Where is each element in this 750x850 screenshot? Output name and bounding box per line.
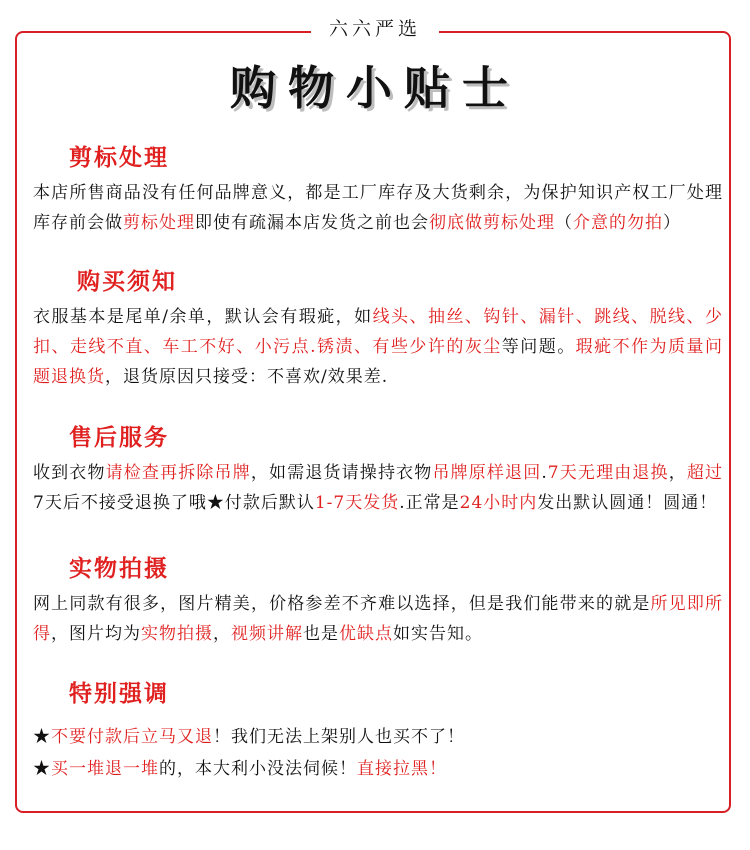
highlight-text: 24小时内 (459, 493, 538, 513)
section-body (33, 458, 723, 518)
body-text: 网上同款有很多，图片精美，价格参差不齐难以选择，但是我们能带来的就是 (33, 594, 651, 614)
body-text: .正常是 (399, 493, 460, 513)
highlight-text: 买一堆退一堆 (51, 759, 159, 779)
section-heading: 特别强调 (69, 681, 169, 707)
section-heading: 剪标处理 (69, 145, 169, 171)
highlight-text: 线头、抽丝、钩针、漏针、跳线、脱线、少扣、走线不直、车工不好、小污点.锈渍、有些少许的灰尘 (33, 307, 723, 357)
body-text: ★ (33, 727, 51, 747)
highlight-text: 不要付款后立马又退 (51, 727, 213, 747)
body-text: （ (555, 213, 573, 233)
body-text: 等问题。 (501, 337, 576, 357)
section-heading: 实物拍摄 (69, 556, 169, 582)
section-heading: 购买须知 (77, 269, 177, 295)
section-cut-label (33, 140, 723, 238)
highlight-text: 瑕疵不作为质量问题退换货 (33, 337, 724, 387)
highlight-text: 1-7天发货 (314, 493, 400, 513)
body-text: ，图片均为 (51, 624, 141, 644)
body-text: 发出默认圆通！圆通！ (537, 493, 718, 513)
section-heading: 售后服务 (69, 425, 169, 451)
section-special-emphasis (33, 676, 723, 784)
body-text: ，退货原因只接受：不喜欢/效果差. (105, 367, 389, 387)
body-text: 收到衣物 (33, 463, 106, 483)
body-text: ， (668, 463, 687, 483)
section-after-sales (33, 420, 723, 518)
highlight-text: 吊牌原样退回 (432, 463, 542, 483)
body-text: 也是 (303, 624, 339, 644)
section-body (33, 589, 723, 649)
section-purchase-notice (33, 264, 723, 392)
highlight-text: 超过 (686, 463, 724, 483)
emphasis-line-1 (33, 722, 723, 752)
body-text: ★ (33, 759, 51, 779)
highlight-text: 直接拉黑！ (357, 759, 447, 779)
highlight-text: 剪标处理 (123, 213, 195, 233)
section-body (33, 178, 723, 238)
highlight-text: 实物拍摄 (141, 624, 213, 644)
brand-name (0, 14, 750, 44)
body-text: 如实告知。 (393, 624, 483, 644)
body-text: 衣服基本是尾单/余单，默认会有瑕疵，如 (33, 307, 373, 327)
section-real-photos (33, 551, 723, 649)
body-text: ，如需退货请操持衣物 (250, 463, 433, 483)
highlight-text: 优缺点 (339, 624, 393, 644)
body-text: 即使有疏漏本店发货之前也会 (195, 213, 429, 233)
highlight-text: 彻底做剪标处理 (429, 213, 555, 233)
body-text: ） (663, 213, 681, 233)
page-title: 购物小贴士 (230, 61, 520, 115)
body-text: . (541, 463, 548, 483)
highlight-text: 介意的勿拍 (573, 213, 663, 233)
body-text: 7天后不接受退换了哦★付款后默认 (33, 493, 315, 513)
section-body (33, 302, 723, 392)
body-text: ， (213, 624, 231, 644)
emphasis-line-2 (33, 754, 723, 784)
body-text: ！我们无法上架别人也买不了！ (213, 727, 465, 747)
body-text: 本店所售商品没有任何品牌意义，都是工厂库存及大货剩余，为保护知识产权工厂处理库存前会做 (33, 183, 723, 233)
highlight-text: 所见即所得 (33, 594, 724, 644)
body-text: 的，本大利小没法伺候！ (159, 759, 357, 779)
highlight-text: 视频讲解 (231, 624, 303, 644)
highlight-text: 请检查再拆除吊牌 (105, 463, 251, 483)
brand-label: 六六严选 (311, 18, 439, 40)
highlight-text: 7天无理由退换 (547, 463, 669, 483)
